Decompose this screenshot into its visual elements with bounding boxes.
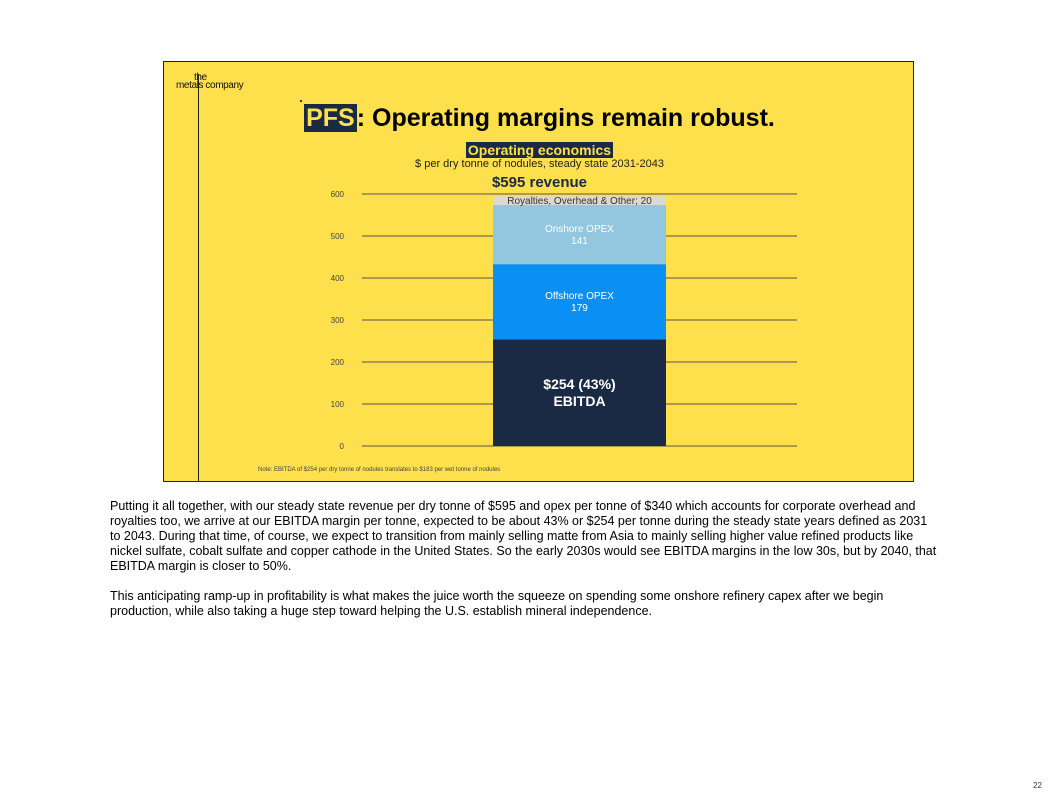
chart-units: $ per dry tonne of nodules, steady state 2031-2043: [415, 158, 664, 170]
page-number: 22: [1033, 781, 1042, 790]
data-label-onshore-opex: Onshore OPEX 141: [545, 224, 614, 248]
data-label-ebitda: $254 (43%) EBITDA: [543, 376, 616, 410]
slide-frame: [163, 61, 914, 482]
y-tick-label-200: 200: [330, 358, 344, 367]
data-label-royalties-overhead-other: Royalties, Overhead & Other; 20: [507, 196, 652, 208]
stacked-bar-chart: [164, 62, 915, 483]
chart-subtitle-text: Operating economics: [467, 142, 612, 158]
notes-paragraph-1: Putting it all together, with our steady state revenue per dry tonne of $595 and opex per tonne of $340 which accounts for corporate overhead and royalties too, we arrive at our EBITDA margin per tonne, expected to be about 43% or $254 per tonne during the steady state years defined as 2031 to 2043. During that time, of course, we expect to transition from mainly selling matte from Asia to mainly selling higher value refined products like nickel sulfate, cobalt sulfate and copper cathode in the United States. So the early 2030s would see EBITDA margins in the low 30s, but by 2040, that EBITDA margin is closer to 50%.: [110, 499, 937, 573]
revenue-label: $595 revenue: [491, 174, 588, 191]
logo-line-2: metals company: [176, 80, 244, 91]
notes-paragraph-2: This anticipating ramp-up in profitability is what makes the juice worth the squeeze on spending some onshore refinery capex after we begin production, while also taking a huge step toward helping the U.S. establish mineral independence.: [110, 589, 884, 618]
y-tick-label-400: 400: [330, 274, 344, 283]
title-text: : Operating margins remain robust.: [356, 104, 775, 132]
y-tick-label-300: 300: [330, 316, 344, 325]
y-tick-label-100: 100: [330, 400, 344, 409]
speaker-notes: [110, 499, 940, 634]
title-highlight: PFS: [306, 104, 355, 132]
footnote: Note: EBITDA of $254 per dry tonne of nodules translates to $183 per wet tonne of nodules: [258, 467, 501, 473]
data-label-offshore-opex: Offshore OPEX 179: [545, 291, 614, 315]
y-tick-label-500: 500: [330, 232, 344, 241]
y-tick-label-600: 600: [330, 190, 344, 199]
y-tick-label-0: 0: [339, 442, 344, 451]
logo-line-1: the: [194, 72, 207, 83]
